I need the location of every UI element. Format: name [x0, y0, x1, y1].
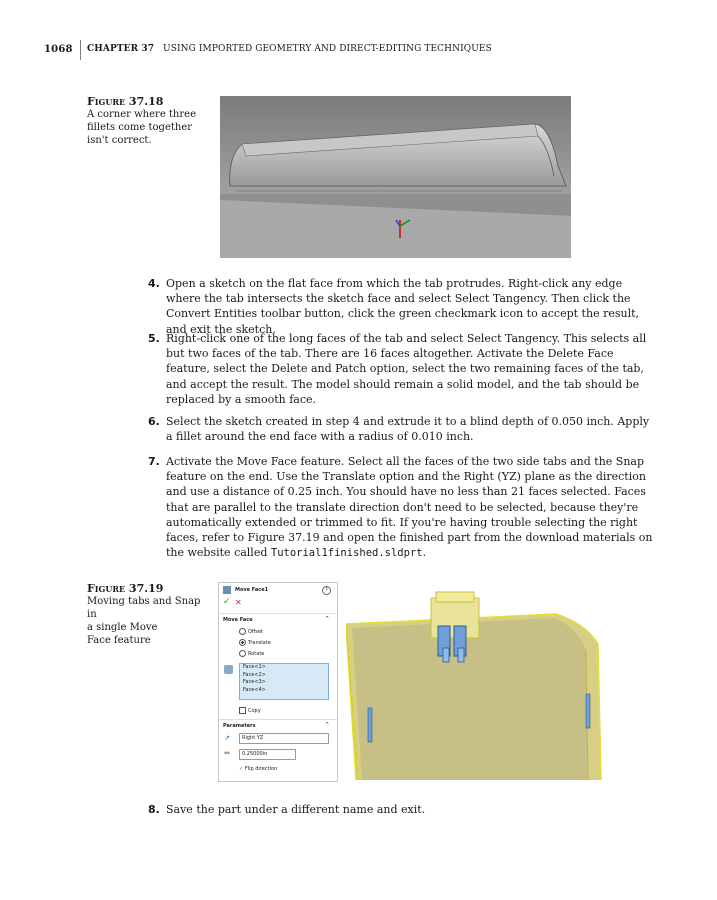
- step-number: 6.: [148, 415, 160, 428]
- step-number: 5.: [148, 332, 160, 345]
- step-number: 8.: [148, 803, 160, 816]
- step-number: 7.: [148, 455, 160, 468]
- section-move-face: Move Face: [223, 617, 253, 623]
- section-divider: [219, 719, 337, 720]
- ok-button[interactable]: ✓: [223, 597, 231, 607]
- move-face-property-manager: [218, 582, 338, 782]
- figure-37-19-caption: [87, 582, 212, 647]
- step-5: [148, 331, 656, 407]
- step-text: Open a sketch on the flat face from which the tab protrudes. Right-click any edge where the tab intersects the sketch face and select Select Tangency. Then click the Convert Entities toolbar button, click the green checkmark icon to accept the result, and exit the sketch.: [166, 277, 640, 336]
- checkbox-icon: [239, 707, 246, 714]
- step-text: [166, 454, 656, 561]
- step-number: 4.: [148, 277, 160, 290]
- header-divider: [80, 40, 81, 60]
- figure-37-19-model-image: [346, 584, 607, 780]
- step-7: [148, 454, 656, 561]
- check-icon: ✓: [239, 766, 244, 772]
- flip-direction-checkbox[interactable]: [239, 766, 277, 772]
- copy-checkbox[interactable]: [239, 707, 261, 714]
- panel-title: Move Face1: [235, 587, 269, 593]
- list-item[interactable]: Face<3>: [243, 679, 266, 685]
- step-text: Save the part under a different name and exit.: [166, 803, 426, 816]
- list-item[interactable]: Face<1>: [243, 664, 266, 670]
- collapse-icon[interactable]: ^: [325, 722, 330, 728]
- option-label: Rotate: [248, 651, 265, 657]
- chapter-title: USING IMPORTED GEOMETRY AND DIRECT-EDITING TECHNIQUES: [163, 44, 492, 54]
- move-face-icon: [223, 586, 231, 594]
- step-8: [148, 802, 656, 817]
- figure-title: Figure 37.18: [87, 95, 164, 108]
- caption-line: a single Move: [87, 622, 158, 633]
- help-icon[interactable]: ?: [322, 586, 331, 595]
- caption-line: fillets come together: [87, 122, 193, 133]
- step-body: Activate the Move Face feature. Select all the faces of the two side tabs and the Snap feature on the end. Use the Translate option and the Right (YZ) plane as the direction and use a distance of 0.25 inch. You should have no less than 21 faces selected. Faces that are parallel to the translate direction don't need to be selected, because they're automatically extended or trimmed to fit. If you're having trouble selecting the right faces, refer to Figure 37.19 and open the finished part from the download materials on the website called: [166, 455, 653, 560]
- figure-37-18-image: [220, 96, 571, 258]
- caption-line: Moving tabs and Snap in: [87, 596, 201, 620]
- radio-icon: [239, 628, 246, 635]
- cancel-button[interactable]: ✕: [235, 598, 242, 607]
- option-translate[interactable]: [239, 639, 271, 646]
- copy-label: Copy: [248, 708, 261, 714]
- faces-icon: [224, 665, 233, 674]
- figure-title: Figure 37.19: [87, 582, 164, 595]
- page-number: 1068: [44, 44, 73, 55]
- collapse-icon[interactable]: ^: [325, 616, 330, 622]
- figure-37-18-caption: [87, 95, 207, 147]
- list-item[interactable]: Face<4>: [243, 686, 266, 693]
- step-text: Select the sketch created in step 4 and extrude it to a blind depth of 0.050 inch. Apply a fillet around the end face with a radius of 0.010 inch.: [166, 415, 650, 444]
- distance-icon: ⇔: [224, 749, 230, 757]
- radio-icon: [239, 650, 246, 657]
- radio-icon: [239, 639, 246, 646]
- flip-label: Flip direction: [244, 766, 278, 772]
- caption-line: isn't correct.: [87, 135, 152, 146]
- section-parameters: Parameters: [223, 723, 256, 729]
- chapter-label: CHAPTER 37: [87, 44, 155, 54]
- step-6: [148, 414, 656, 444]
- step-text: Right-click one of the long faces of the tab and select Select Tangency. This selects all but two faces of the tab. There are 16 faces altogether. Activate the Delete Face feature, select the Delete and Patch option, select the two remaining faces of the tab, and accept the result. The model should remain a solid model, and the tab should be replaced by a smooth face.: [166, 332, 647, 406]
- distance-field[interactable]: [239, 749, 296, 760]
- faces-list[interactable]: [239, 663, 329, 700]
- caption-line: A corner where three: [87, 109, 196, 120]
- running-header: [87, 44, 492, 54]
- distance-value: 0.25000in: [242, 751, 268, 757]
- section-divider: [219, 613, 337, 614]
- option-label: Translate: [248, 640, 271, 646]
- direction-arrow-icon: ↗: [224, 734, 230, 742]
- option-label: Offset: [248, 629, 264, 635]
- step-4: [148, 276, 656, 337]
- option-rotate[interactable]: [239, 650, 264, 657]
- caption-line: Face feature: [87, 635, 151, 646]
- file-name: Tutorial1finished.sldprt: [270, 547, 423, 560]
- direction-field[interactable]: [239, 733, 329, 744]
- list-item[interactable]: Face<2>: [243, 671, 266, 678]
- option-offset[interactable]: [239, 628, 263, 635]
- direction-value: Right YZ: [242, 735, 264, 741]
- step-tail: .: [422, 546, 427, 560]
